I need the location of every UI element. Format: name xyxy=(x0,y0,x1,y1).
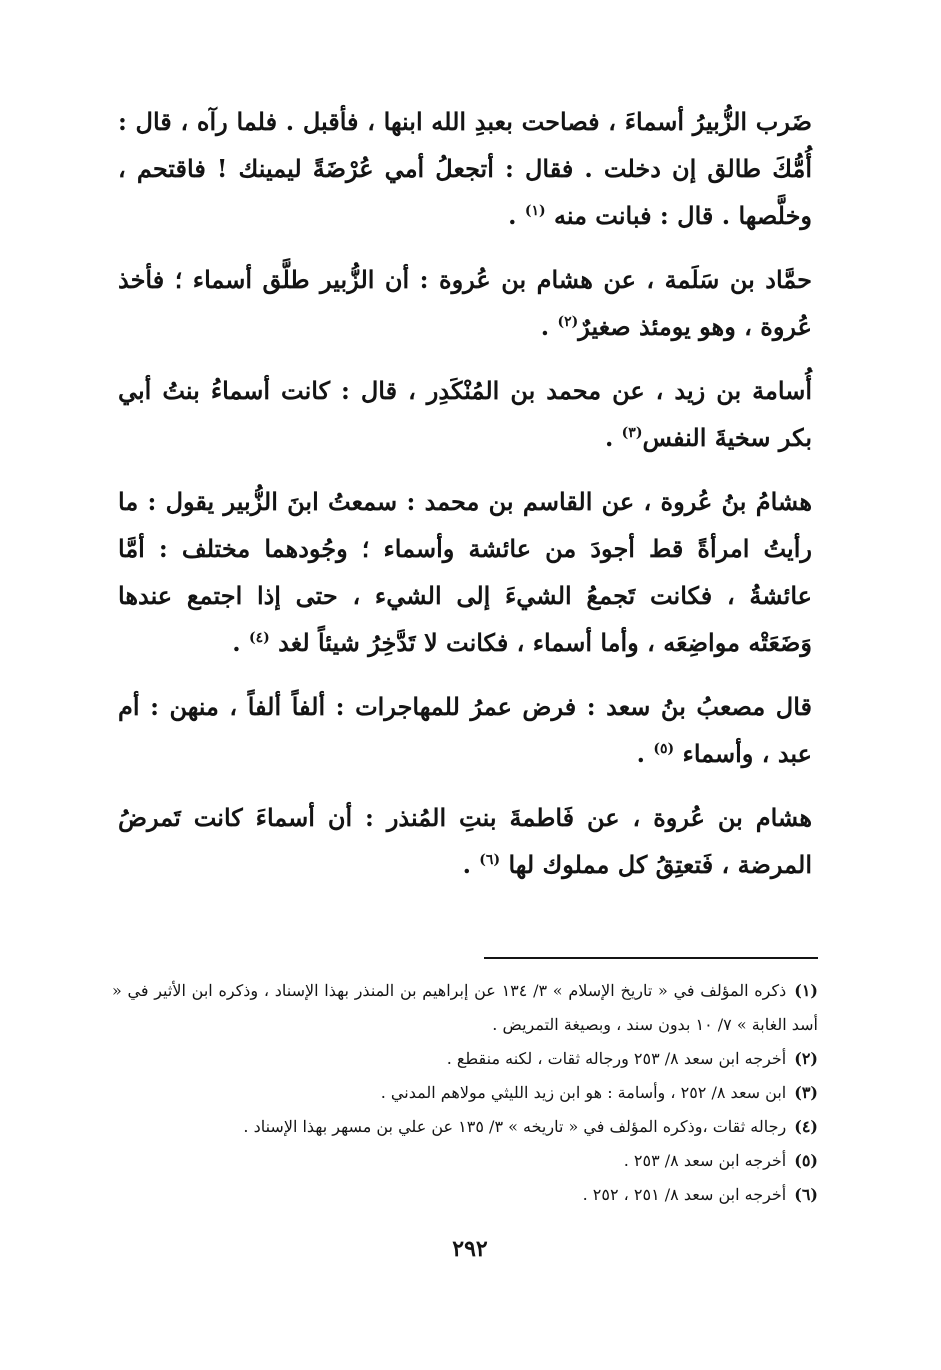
paragraph-3 xyxy=(118,367,812,461)
footnote-text: رجاله ثقات ،وذكره المؤلف في « تاريخه » ٣/ ١٣٥ عن علي بن مسهر بهذا الإسناد . xyxy=(243,1117,787,1136)
paragraph-end: . xyxy=(636,739,654,768)
footnotes-list xyxy=(112,974,818,1212)
paragraph-text: ضَرب الزُّبيرُ أسماءَ ، فصاحت بعبدِ الله ابنها ، فأقبل . فلما رآه ، قال : أُمُّكَ طالق إن دخلت . فقال : أتجعلُ أمي عُرْضَةً ليمينك ! فاقتحم ، وخلَّصها . قال : فبانت منه xyxy=(118,107,812,230)
footnote-number: (٥) xyxy=(794,1151,818,1170)
footnote-number: (٤) xyxy=(794,1117,818,1136)
paragraph-5 xyxy=(118,683,812,777)
footnote-6 xyxy=(112,1178,818,1212)
footnote-1 xyxy=(112,974,818,1042)
footnote-4 xyxy=(112,1110,818,1144)
page-number: ٢٩٢ xyxy=(452,1236,488,1262)
paragraph-1 xyxy=(118,98,812,239)
footnote-text: أخرجه ابن سعد ٨/ ٢٥٣ ورجاله ثقات ، لكنه منقطع . xyxy=(446,1049,787,1068)
paragraph-4 xyxy=(118,478,812,666)
footnote-reference: (١) xyxy=(524,203,546,219)
paragraph-text: أُسامة بن زيد ، عن محمد بن المُنْكَدِر ، قال : كانت أسماءُ بنتُ أبي بكر سخيةَ النفس xyxy=(118,376,812,452)
paragraph-6 xyxy=(118,794,812,888)
footnote-text: أخرجه ابن سعد ٨/ ٢٥٣ . xyxy=(623,1151,787,1170)
footnote-number: (١) xyxy=(794,981,818,1000)
main-text xyxy=(118,98,812,905)
paragraph-2 xyxy=(118,256,812,350)
footnote-reference: (٢) xyxy=(557,314,579,330)
footnote-reference: (٣) xyxy=(621,425,643,441)
paragraph-end: . xyxy=(604,423,622,452)
footnote-number: (٣) xyxy=(794,1083,818,1102)
paragraph-text: حمَّاد بن سَلَمة ، عن هشام بن عُروة : أن الزُّبير طلَّق أسماء ؛ فأخذ عُروة ، وهو يومئذ صغيرٌ xyxy=(118,265,812,341)
footnote-text: ابن سعد ٨/ ٢٥٢ ، وأسامة : هو ابن زيد الليثي مولاهم المدني . xyxy=(380,1083,787,1102)
paragraph-end: . xyxy=(508,201,525,230)
paragraph-text: هشامُ بنُ عُروة ، عن القاسم بن محمد : سمعتُ ابنَ الزُّبير يقول : ما رأيتُ امرأةً قط أجودَ من عائشة وأسماء ؛ وجُودهما مختلف : أمَّا عائشةُ ، فكانت تَجمعُ الشيءَ إلى الشيء ، حتى إذا اجتمع عندها وَضَعَتْه مواضِعَه ، وأما أسماء ، فكانت لا تَدَّخِرُ شيئاً لغد xyxy=(118,487,812,657)
paragraph-end: . xyxy=(462,850,480,879)
footnote-text: أخرجه ابن سعد ٨/ ٢٥١ ، ٢٥٢ . xyxy=(582,1185,787,1204)
paragraph-text: هشام بن عُروة ، عن فَاطمةَ بنتِ المُنذر : أن أسماءَ كانت تَمرضُ المرضة ، فَتعتِقُ كل مملوك لها xyxy=(118,803,812,879)
footnote-text: ذكره المؤلف في « تاريخ الإسلام » ٣/ ١٣٤ عن إبراهيم بن المنذر بهذا الإسناد ، وذكره ابن الأثير في « أسد الغابة » ٧/ ١٠ بدون سند ، وبصيغة التمريض . xyxy=(112,981,818,1034)
footnote-3 xyxy=(112,1076,818,1110)
footnote-5 xyxy=(112,1144,818,1178)
paragraph-end: . xyxy=(540,312,558,341)
footnote-reference: (٥) xyxy=(653,741,675,757)
footnote-2 xyxy=(112,1042,818,1076)
footnote-separator-rule xyxy=(484,957,818,959)
paragraph-text: قال مصعبُ بنُ سعد : فرض عمرُ للمهاجرات : ألفاً ألفاً ، منهن : أم عبد ، وأسماء xyxy=(118,692,812,768)
paragraph-end: . xyxy=(232,628,249,657)
footnote-reference: (٦) xyxy=(479,852,501,868)
footnote-number: (٦) xyxy=(794,1185,818,1204)
footnote-number: (٢) xyxy=(794,1049,818,1068)
footnote-reference: (٤) xyxy=(249,630,270,646)
